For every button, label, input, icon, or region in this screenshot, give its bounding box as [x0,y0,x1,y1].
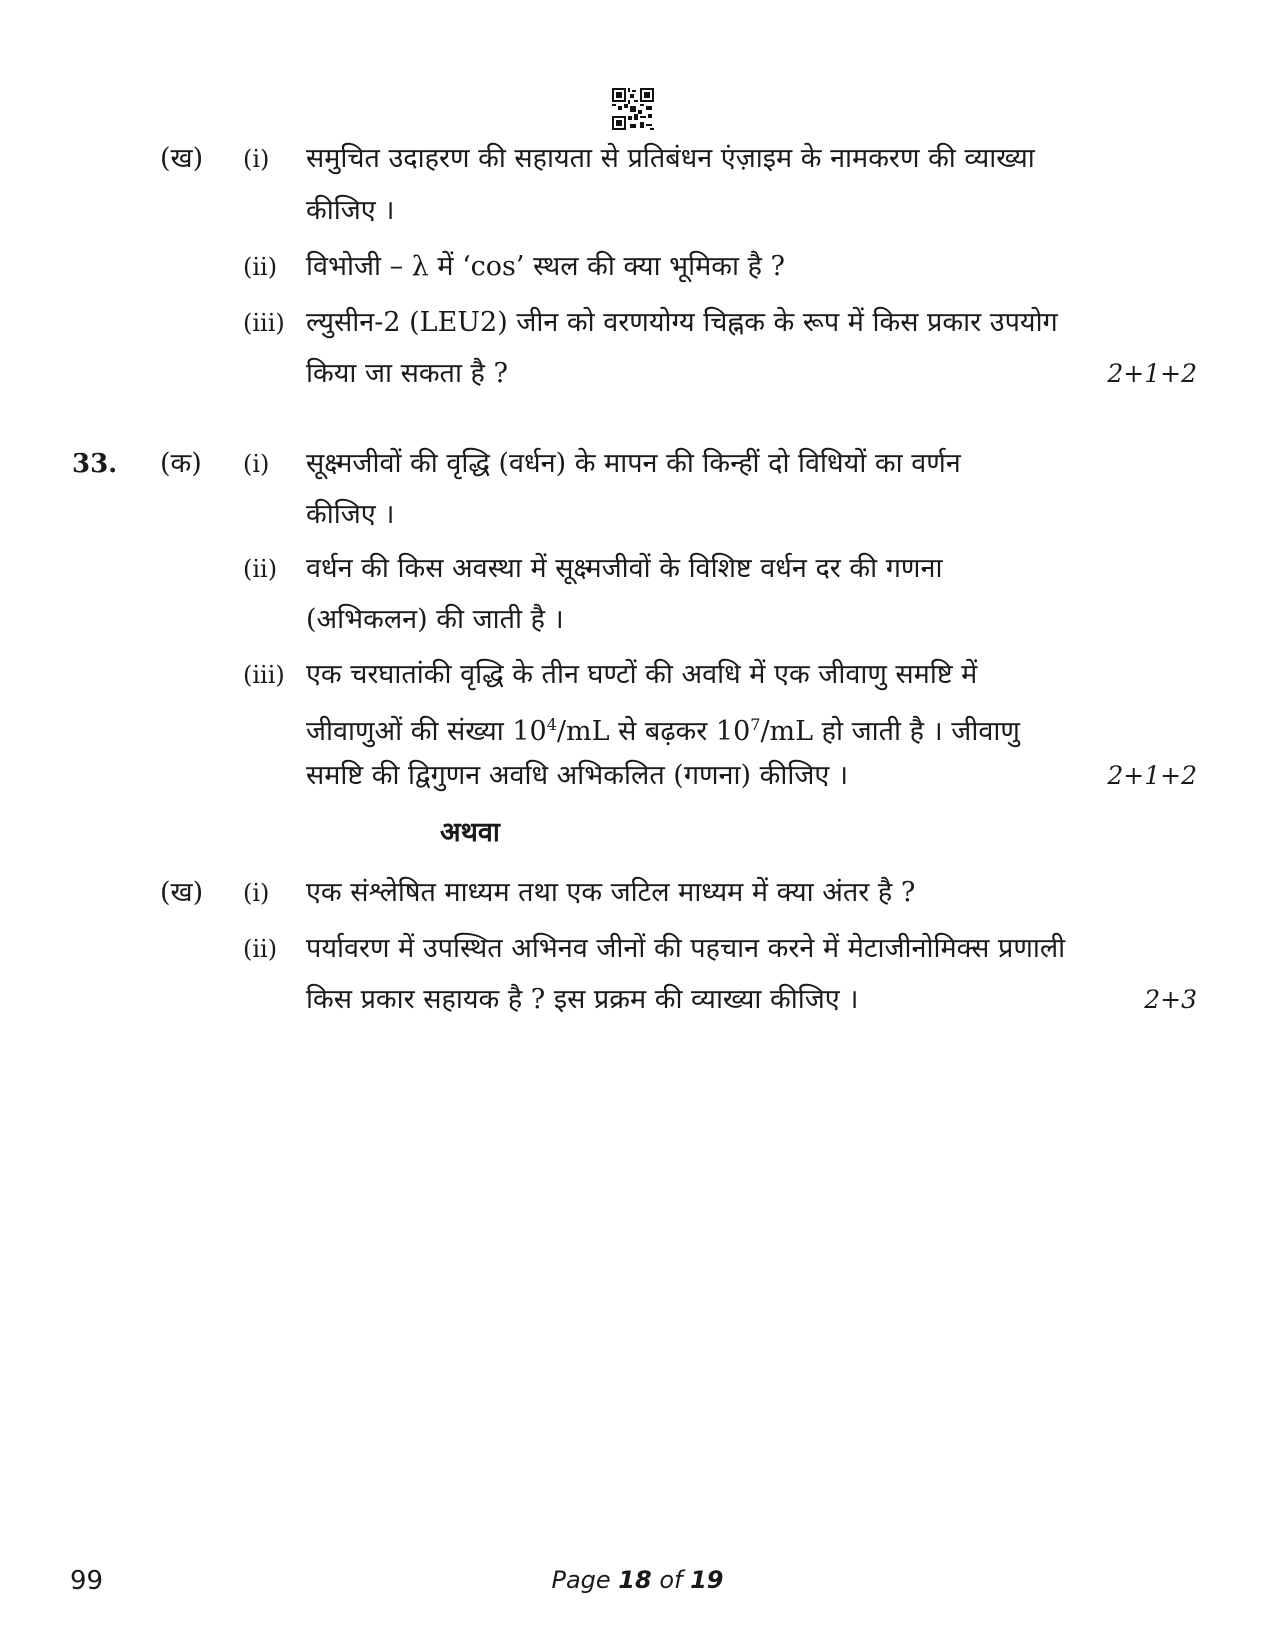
or-heading: अथवा [440,817,500,848]
sub-num-i: (i) [243,879,270,907]
question-text: किया जा सकता है ? [306,358,508,389]
question-text: किस प्रकार सहायक है ? इस प्रक्रम की व्याख्या कीजिए । [306,984,859,1015]
marks: 2+1+2 [1107,761,1197,790]
sub-num-ii: (ii) [243,935,278,963]
sub-num-iii: (iii) [243,661,285,689]
question-text: विभोजी – λ में ‘cos’ स्थल की क्या भूमिका है ? [306,251,785,282]
question-text: सूक्ष्मजीवों की वृद्धि (वर्धन) के मापन की किन्हीं दो विधियों का वर्णन [306,448,961,479]
sub-num-iii: (iii) [243,309,285,337]
marks: 2+1+2 [1107,359,1197,388]
question-text: एक चरघातांकी वृद्धि के तीन घण्टों की अवधि में एक जीवाणु समष्टि में [306,659,978,690]
question-text: पर्यावरण में उपस्थित अभिनव जीनों की पहचान करने में मेटाजीनोमिक्स प्रणाली [306,933,1066,964]
question-text: ल्युसीन-2 (LEU2) जीन को वरणयोग्य चिह्नक के रूप में किस प्रकार उपयोग [306,307,1058,338]
question-number: 33. [72,449,118,479]
question-text: कीजिए । [306,499,395,530]
question-text: (अभिकलन) की जाती है । [306,604,564,635]
qr-code-icon [612,88,654,130]
question-text: वर्धन की किस अवस्था में सूक्ष्मजीवों के विशिष्ट वर्धन दर की गणना [306,553,943,584]
sub-num-i: (i) [243,450,270,478]
part-label-kha: (ख) [160,877,204,908]
question-text: समष्टि की द्विगुणन अवधि अभिकलित (गणना) कीजिए । [306,760,849,791]
paper-code: 99 [70,1566,104,1596]
sub-num-i: (i) [243,145,270,173]
page-number: Page 18 of 19 [551,1566,724,1594]
question-text: एक संश्लेषित माध्यम तथा एक जटिल माध्यम में क्या अंतर है ? [306,877,916,908]
question-text: समुचित उदाहरण की सहायता से प्रतिबंधन एंज़ाइम के नामकरण की व्याख्या [306,143,1035,174]
sub-num-ii: (ii) [243,253,278,281]
part-label-ka: (क) [160,448,202,479]
part-label-kha: (ख) [160,143,204,174]
marks: 2+3 [1144,985,1197,1014]
question-text: कीजिए । [306,195,395,226]
question-text: जीवाणुओं की संख्या $10^4/mL$ से बढ़कर $10^7/mL$ हो जाती है । जीवाणु [306,715,1020,747]
sub-num-ii: (ii) [243,555,278,583]
